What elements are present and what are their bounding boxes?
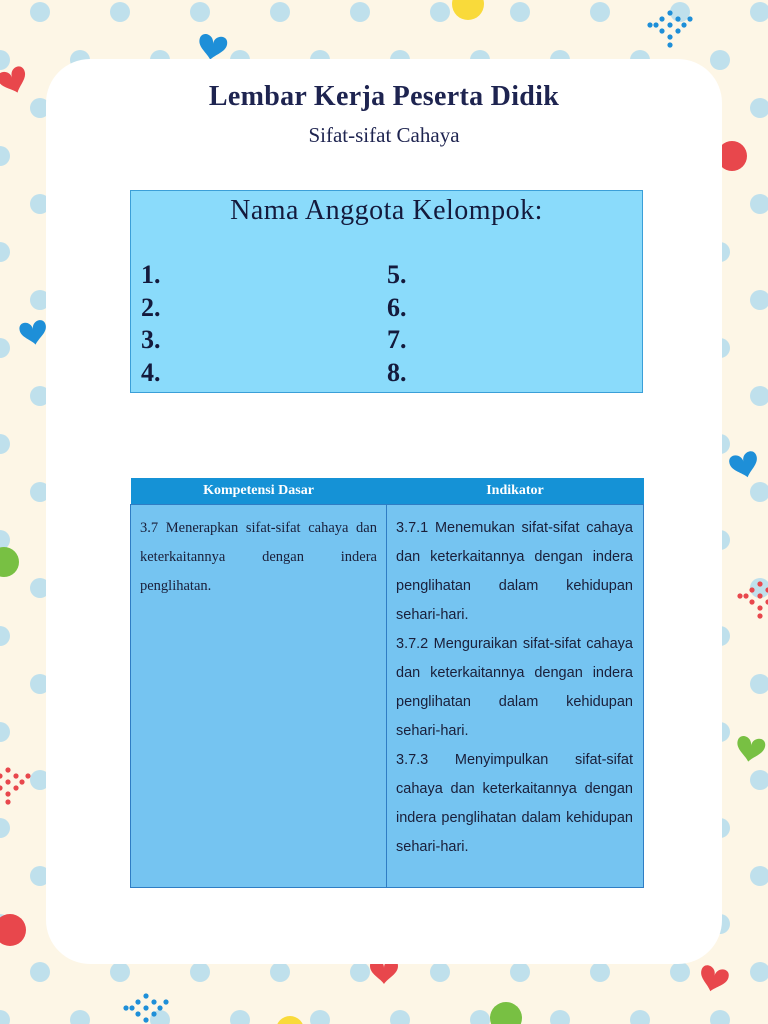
competency-table <box>130 478 644 888</box>
kompetensi-dasar-cell <box>131 505 387 888</box>
members-right-column <box>387 259 407 389</box>
green-circle-icon <box>0 547 19 577</box>
member-number: 6. <box>387 292 407 322</box>
kompetensi-dasar-text: 3.7 Menerapkan sifat-sifat cahaya dan keterkaitannya dengan indera penglihatan. <box>140 520 377 594</box>
page-title: Lembar Kerja Peserta Didik <box>208 81 560 112</box>
member-number: 8. <box>387 357 407 387</box>
heart-icon <box>18 319 48 347</box>
red-circle-icon <box>0 914 26 946</box>
heart-icon <box>697 964 730 995</box>
header-kompetensi-dasar: Kompetensi Dasar <box>131 478 387 505</box>
member-number: 2. <box>141 292 161 322</box>
yellow-circle-icon <box>276 1016 304 1024</box>
member-number: 4. <box>141 357 161 387</box>
green-circle-icon <box>490 1002 522 1024</box>
heart-icon <box>728 450 761 481</box>
table-row <box>131 505 644 888</box>
table-header-row <box>131 478 644 505</box>
header-indikator: Indikator <box>387 478 644 505</box>
member-number: 1. <box>141 260 161 289</box>
dot-cluster-icon <box>0 767 31 804</box>
yellow-circle-icon <box>452 0 484 20</box>
heart-icon <box>734 735 766 764</box>
page-subtitle: Sifat-sifat Cahaya <box>308 123 460 147</box>
member-number: 3. <box>141 325 161 354</box>
indikator-cell <box>387 505 644 888</box>
members-heading: Nama Anggota Kelompok: <box>230 195 543 226</box>
heart-icon <box>196 33 228 62</box>
indikator-item: 3.7.2 Menguraikan sifat-sifat cahaya dan keterkaitannya dengan indera penglihatan dalam kehidupan sehari-hari. <box>396 636 633 739</box>
members-left-column <box>141 259 161 389</box>
member-number: 5. <box>387 260 407 289</box>
indikator-item: 3.7.3 Menyimpulkan sifat-sifat cahaya dan keterkaitannya dengan indera penglihatan dalam kehidupan sehari-hari. <box>396 752 633 855</box>
member-number: 7. <box>387 325 407 354</box>
group-members-box <box>130 190 643 393</box>
indikator-item: 3.7.1 Menemukan sifat-sifat cahaya dan keterkaitannya dengan indera penglihatan dalam kehidupan sehari-hari. <box>396 520 633 623</box>
